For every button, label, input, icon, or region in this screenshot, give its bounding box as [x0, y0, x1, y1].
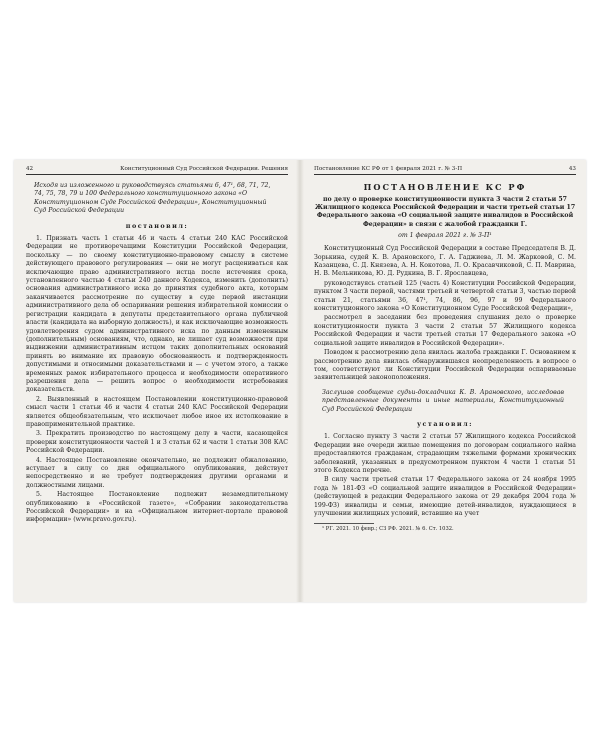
body-paragraph: 4. Настоящее Постановление окончательно, не подлежит обжалованию, вступает в силу со дня официального опубликования, действует непосредственно и не требует подтверждения другими органами и должностными лицами.: [26, 456, 288, 489]
body-paragraph: руководствуясь статьей 125 (часть 4) Конституции Российской Федерации, пунктом 3 части первой, частями третьей и четвертой статьи 3, частью первой статьи 21, статьями 36, 47¹, 74, 86, 96, 97 и 99 Федерального конституционного закона «О Конституционном Суде Российской Федерации»,: [314, 279, 576, 313]
book-gutter: [296, 160, 304, 602]
footnote-divider: [314, 523, 374, 524]
running-head-title: Конституционный Суд Российской Федерации. Решения: [120, 166, 288, 172]
document-subtitle: по делу о проверке конституционности пункта 3 части 2 статьи 57 Жилищного кодекса Российской Федерации и части третьей статьи 17 Федерального закона «О социальной защите инвалидов в Российской Федерации» в связи с жалобой гражданки Г.: [314, 196, 576, 228]
body-paragraph: 3. Прекратить производство по настоящему делу в части, касающейся проверки конституционности частей 1 и 3 статьи 62 и части 1 статьи 308 КАС Российской Федерации.: [26, 430, 288, 455]
right-running-head: [314, 166, 576, 175]
book-spread: [14, 160, 586, 602]
page-number: 42: [26, 166, 34, 172]
court-composition: Конституционный Суд Российской Федерации в составе Председателя В. Д. Зорькина, судей К. В. Арановского, Г. А. Гаджиева, Л. М. Жарковой, С. М. Казанцева, С. Д. Князева, А. Н. Кокотова, Л. О. Красавчиковой, С. П. Маврина, Н. В. Мельникова, Ю. Д. Рудкина, В. Г. Ярославцева,: [314, 245, 576, 278]
left-running-head: [26, 166, 288, 175]
page-number: 43: [568, 166, 576, 172]
body-paragraph: 1. Согласно пункту 3 части 2 статьи 57 Жилищного кодекса Российской Федерации вне очереди жилые помещения по договорам социального найма предоставляются гражданам, страдающим тяжелыми формами хронических заболеваний, указанных в предусмотренном пунктом 4 части 1 статьи 51 этого Кодекса перечне.: [314, 433, 576, 474]
right-page: [314, 166, 576, 596]
section-heading: постановил:: [125, 221, 189, 230]
body-paragraph: В силу части третьей статьи 17 Федерального закона от 24 ноября 1995 года № 181-ФЗ «О социальной защите инвалидов в Российской Федерации» (действующей в редакции Федерального закона от 29 декабря 2004 года № 199-ФЗ) инвалиды и семьи, имеющие детей-инвалидов, нуждающиеся в улучшении жилищных условий, вставшие на учет: [314, 476, 576, 517]
left-page: [26, 166, 288, 596]
footnote: ¹ РГ. 2021. 10 февр.; СЗ РФ. 2021. № 6. Ст. 1032.: [322, 526, 454, 533]
body-paragraph: 2. Выявленный в настоящем Постановлении конституционно-правовой смысл части 1 статьи 46 и части 4 статьи 240 КАС Российской Федерации является общеобязательным, что исключает любое иное их истолкование в правоприменительной практике.: [26, 395, 288, 428]
document-date: от 1 февраля 2021 г. № 3-П¹: [398, 231, 492, 239]
intro-paragraph: Исходя из изложенного и руководствуясь статьями 6, 47¹, 68, 71, 72, 74, 75, 78, 79 и 100 Федерального конституционного закона «О Конституционном Суде Российской Федерации», Конституционный Суд Российской Федерации: [34, 182, 271, 215]
document-title: ПОСТАНОВЛЕНИЕ КС РФ: [363, 182, 527, 192]
report-note: Заслушав сообщение судьи-докладчика К. В. Арановского, исследовав представленные документы и иные материалы, Конституционный Суд Российской Федерации: [322, 388, 564, 413]
body-paragraph: 1. Признать часть 1 статьи 46 и часть 4 статьи 240 КАС Российской Федерации не противоречащими Конституции Российской Федерации, поскольку — по своему конституционно-правовому смыслу в системе действующего правового регулирования — они не могут расцениваться как исключающие право административного истца после истечения срока, установленного частью 4 статьи 240 данного Кодекса, изменить (дополнить) основания административного иска до принятия судебного акта, которым заканчивается рассмотрение по существу в суде первой инстанции административного дела об оспаривании решения избирательной комиссии о регистрации кандидата в депутаты представительного органа публичной власти (кандидата на выборную должность), и как исключающие возможность удовлетворения судом административного иска по данным измененным (дополнительным) основаниям, что, однако, не лишает суд возможности при выдвижении административным истцом таких дополнительных оснований принять во внимание их правовую обоснованность и подтвержденность допустимыми и относимыми доказательствами и — с учетом этого, а также временных рамок избирательного процесса и необходимости оперативного разрешения дела — решить вопрос о необходимости истребования доказательств.: [26, 235, 288, 394]
body-paragraph: 5. Настоящее Постановление подлежит незамедлительному опубликованию в «Российской газете», «Собрании законодательства Российской Федерации» и на «Официальном интернет-портале правовой информации» (www.pravo.gov.ru).: [26, 491, 288, 524]
running-head-title: Постановление КС РФ от 1 февраля 2021 г. № 3-П: [314, 166, 463, 172]
body-paragraph: рассмотрел в заседании без проведения слушания дело о проверке конституционности пункта 3 части 2 статьи 57 Жилищного кодекса Российской Федерации и части третьей статьи 17 Федерального закона «О социальной защите инвалидов в Российской Федерации».: [314, 314, 576, 347]
section-heading: установил:: [416, 419, 474, 428]
body-paragraph: Поводом к рассмотрению дела явилась жалоба гражданки Г. Основанием к рассмотрению дела явилась обнаружившаяся неопределенность в вопросе о том, соответствуют ли Конституции Российской Федерации оспариваемые заявительницей законоположения.: [314, 349, 576, 382]
